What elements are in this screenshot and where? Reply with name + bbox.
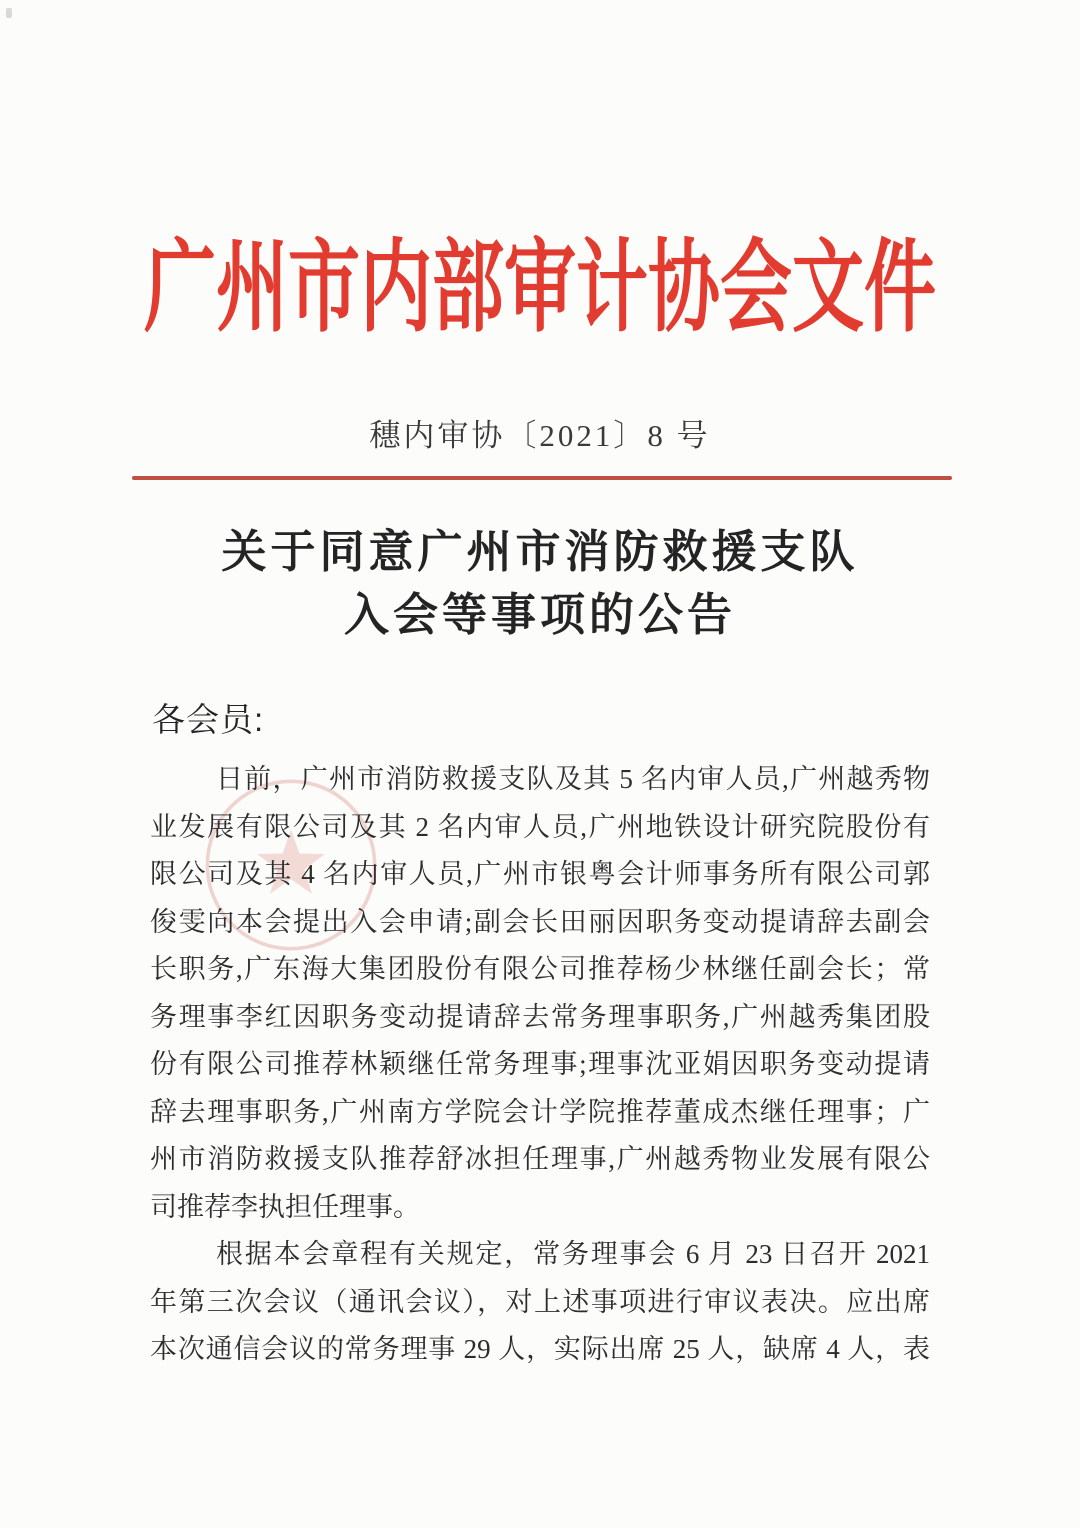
body-line: 根据本会章程有关规定，常务理事会 6 月 23 日召开 2021 <box>216 1239 930 1269</box>
body-line: 年第三次会议（通讯会议），对上述事项进行审议表决。应出席 <box>150 1286 930 1317</box>
body-text <box>150 756 930 1374</box>
announcement-title-line2: 入会等事项的公告 <box>343 589 736 640</box>
document-number: 穗内审协〔2021〕8 号 <box>369 418 711 453</box>
salutation: 各会员: <box>152 701 265 738</box>
red-divider-rule <box>132 476 952 480</box>
announcement-title <box>0 520 1080 646</box>
scan-artifact <box>6 8 12 18</box>
body-line: 司推荐李执担任理事。 <box>150 1191 420 1222</box>
body-line: 份有限公司推荐林颖继任常务理事;理事沈亚娟因职务变动提请 <box>150 1049 930 1079</box>
body-line: 辞去理事职务,广州南方学院会计学院推荐董成杰继任理事；广 <box>150 1096 930 1127</box>
body-line: 务理事李红因职务变动提请辞去常务理事职务,广州越秀集团股 <box>150 1001 930 1032</box>
body-line: 业发展有限公司及其 2 名内审人员,广州地铁设计研究院股份有 <box>150 811 930 842</box>
body-line: 州市消防救援支队推荐舒冰担任理事,广州越秀物业发展有限公 <box>150 1144 930 1174</box>
org-document-title: 广州市内部审计协会文件 <box>143 232 936 345</box>
body-line: 长职务,广东海大集团股份有限公司推荐杨少林继任副会长；常 <box>150 954 930 984</box>
body-line: 限公司及其 4 名内审人员,广州市银粤会计师事务所有限公司郭 <box>150 859 930 889</box>
body-line: 俊雯向本会提出入会申请;副会长田丽因职务变动提请辞去副会 <box>150 906 930 937</box>
body-line: 日前，广州市消防救援支队及其 5 名内审人员,广州越秀物 <box>216 764 930 794</box>
announcement-title-line1: 关于同意广州市消防救援支队 <box>221 526 859 577</box>
body-line: 本次通信会议的常务理事 29 人，实际出席 25 人，缺席 4 人，表 <box>150 1334 930 1364</box>
